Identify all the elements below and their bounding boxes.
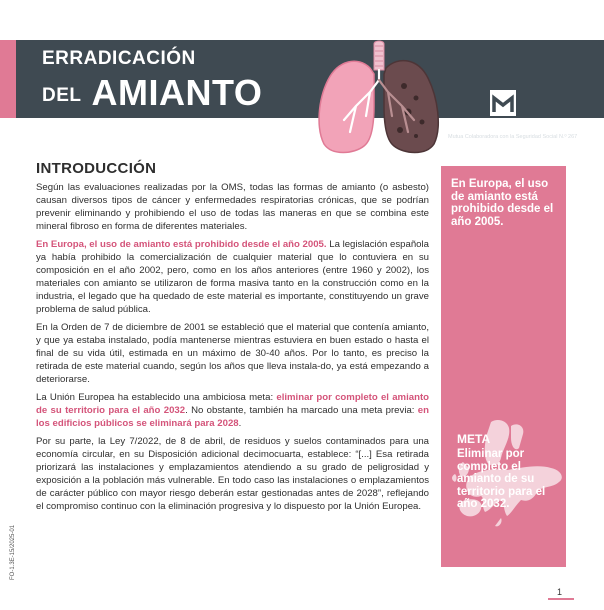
paragraph-1: Según las evaluaciones realizadas por la OMS, todas las formas de amianto (o asbesto) causan diversos tipos de cáncer y enfermedades respiratorias crónicas, que se podrían prevenir eliminando y prohibiendo el uso de todas las maneras en que se combina este mineral fibroso en forma de diferentes materiales. xyxy=(36,182,429,232)
logo-mark-icon xyxy=(490,90,516,116)
section-title-introduccion: INTRODUCCIÓN xyxy=(36,160,157,177)
paragraph-4-end: . xyxy=(238,417,242,429)
header-banner xyxy=(0,40,604,140)
title-del: DEL xyxy=(42,85,82,106)
document-code-text: FO-1.3E-15/2025-01 xyxy=(10,524,16,580)
highlight-europe-ban: En Europa, el uso de amianto está prohibido desde el año 2005. xyxy=(36,239,327,251)
paragraph-3: En la Orden de 7 de diciembre de 2001 se estableció que el material que contenía amianto, y que ya estaba instalado, podía mantenerse mientras estuviera en buen estado o hasta el final de su vida útil, estimada en un máximo de 30-40 años. Por lo tanto, es preciso la retirada de este material cuando, según los años que lleva instala-do, ya está empezando a deteriorarse. xyxy=(36,322,429,385)
page-number: 1 xyxy=(557,587,563,597)
sidebar-meta-text: Eliminar por completo el amianto de su territorio para el año 2032. xyxy=(457,448,546,511)
title-line-2 xyxy=(42,72,262,114)
logo-name: UNIÓN DE MUTUAS xyxy=(448,118,571,133)
sidebar-meta-title: META xyxy=(457,432,491,446)
logo-subtitle: Mutua Colaboradora con la Seguridad Social N.º 267 xyxy=(448,134,578,140)
lungs-icon xyxy=(312,36,446,158)
page-number-underline xyxy=(548,598,574,600)
document-code xyxy=(2,510,16,580)
highlight-public-buildings-2028: en los edificios públicos se eliminará para 2028 xyxy=(36,405,429,429)
title-line-1: ERRADICACIÓN xyxy=(42,48,196,69)
paragraph-4-mid: . No obstante, también ha marcado una meta previa: xyxy=(185,405,418,416)
paragraph-5: Por su parte, la Ley 7/2022, de 8 de abril, de residuos y suelos contaminados para una economía circular, en su Disposición adicional decimocuarta, establece: “[...] Esa retirada priorizará las instalaciones y emplazamientos atendiendo a su grado de peligrosidad y exposición a la población más vulnerable. En todo caso las instalaciones o emplazamientos de carácter público con mayor riesgo deberán estar gestionadas antes de 2028”, reflejando el compromiso continuo con la eliminación progresiva y lo dispuesto por la Unión Europea. xyxy=(36,436,429,512)
union-de-mutuas-logo xyxy=(448,90,578,146)
main-text-column xyxy=(36,182,429,519)
paragraph-4 xyxy=(36,392,429,431)
title-amianto: AMIANTO xyxy=(91,72,263,113)
paragraph-4-start: La Unión Europea ha establecido una ambiciosa meta: xyxy=(36,392,277,404)
header-accent-bar xyxy=(0,40,16,118)
paragraph-2 xyxy=(36,239,429,316)
sidebar-callout xyxy=(441,166,566,567)
paragraph-2-rest: La legislación española ya había prohibido la comercialización de cualquier material que lo contuviera en su composición en el año 2002, pero, como en los años anteriores (entre 1960 y 2002), los materiales con amianto se utilizaron de forma masiva tanto en la construcción como en la industria, el legado que ha quedado de este material es importante, constituyendo un grave problema de salud pública. xyxy=(36,239,429,315)
sidebar-ban-text: En Europa, el uso de amianto está prohibido desde el año 2005. xyxy=(451,178,554,228)
highlight-eu-goal-2032: eliminar por completo el amianto de su territorio para el año 2032 xyxy=(36,392,430,416)
